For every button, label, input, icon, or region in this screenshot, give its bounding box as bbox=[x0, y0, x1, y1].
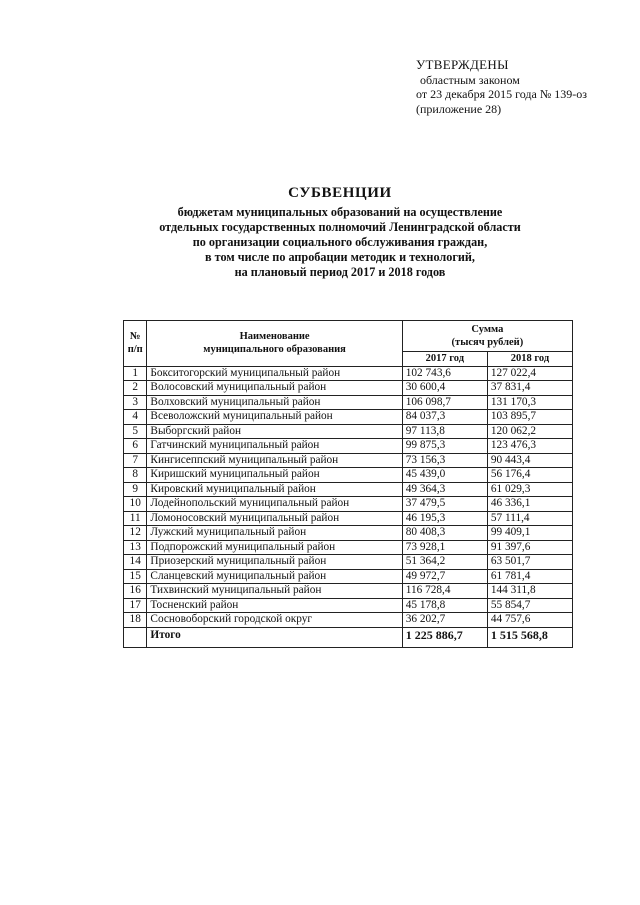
approval-appendix: (приложение 28) bbox=[416, 101, 502, 116]
header-name-line1: Наименование bbox=[239, 330, 310, 342]
amount-2018: 56 176,4 bbox=[487, 468, 572, 483]
table-row bbox=[124, 555, 573, 570]
table-body bbox=[124, 366, 573, 627]
row-number: 16 bbox=[124, 584, 147, 599]
municipality-name: Сосновоборский городской округ bbox=[147, 613, 402, 628]
amount-2017: 36 202,7 bbox=[402, 613, 487, 628]
table-row bbox=[124, 468, 573, 483]
table-row bbox=[124, 381, 573, 396]
amount-2017: 37 479,5 bbox=[402, 497, 487, 512]
amount-2018: 131 170,3 bbox=[487, 395, 572, 410]
amount-2017: 106 098,7 bbox=[402, 395, 487, 410]
row-number: 18 bbox=[124, 613, 147, 628]
amount-2018: 99 409,1 bbox=[487, 526, 572, 541]
municipality-name: Ломоносовский муниципальный район bbox=[147, 511, 402, 526]
table-row bbox=[124, 613, 573, 628]
row-number: 6 bbox=[124, 439, 147, 454]
row-number: 9 bbox=[124, 482, 147, 497]
row-number: 11 bbox=[124, 511, 147, 526]
table-row bbox=[124, 482, 573, 497]
row-number: 13 bbox=[124, 540, 147, 555]
municipality-name: Всеволожский муниципальный район bbox=[147, 410, 402, 425]
approval-stamp bbox=[416, 58, 587, 116]
municipality-name: Выборгский район bbox=[147, 424, 402, 439]
table-row bbox=[124, 540, 573, 555]
amount-2017: 51 364,2 bbox=[402, 555, 487, 570]
amount-2017: 102 743,6 bbox=[402, 366, 487, 381]
amount-2017: 99 875,3 bbox=[402, 439, 487, 454]
row-number: 3 bbox=[124, 395, 147, 410]
approval-law-type: областным законом bbox=[420, 72, 520, 87]
header-sum-line2: (тысяч рублей) bbox=[451, 337, 524, 348]
amount-2018: 61 029,3 bbox=[487, 482, 572, 497]
amount-2018: 37 831,4 bbox=[487, 381, 572, 396]
table-row bbox=[124, 395, 573, 410]
municipality-name: Приозерский муниципальный район bbox=[147, 555, 402, 570]
amount-2018: 55 854,7 bbox=[487, 598, 572, 613]
total-row bbox=[124, 627, 573, 647]
municipality-name: Тихвинский муниципальный район bbox=[147, 584, 402, 599]
row-number: 1 bbox=[124, 366, 147, 381]
title-main: СУБВЕНЦИИ bbox=[288, 185, 392, 201]
amount-2017: 84 037,3 bbox=[402, 410, 487, 425]
amount-2018: 127 022,4 bbox=[487, 366, 572, 381]
title-line: в том числе по апробации методик и технологий, bbox=[205, 250, 475, 264]
table-row bbox=[124, 497, 573, 512]
row-number: 10 bbox=[124, 497, 147, 512]
amount-2017: 49 972,7 bbox=[402, 569, 487, 584]
amount-2017: 30 600,4 bbox=[402, 381, 487, 396]
amount-2018: 46 336,1 bbox=[487, 497, 572, 512]
table-row bbox=[124, 410, 573, 425]
municipality-name: Кировский муниципальный район bbox=[147, 482, 402, 497]
municipality-name: Сланцевский муниципальный район bbox=[147, 569, 402, 584]
amount-2017: 45 178,8 bbox=[402, 598, 487, 613]
table-row bbox=[124, 584, 573, 599]
municipality-name: Кингисеппский муниципальный район bbox=[147, 453, 402, 468]
amount-2018: 44 757,6 bbox=[487, 613, 572, 628]
header-number bbox=[124, 321, 147, 367]
municipality-name: Тосненский район bbox=[147, 598, 402, 613]
title-line: по организации социального обслуживания граждан, bbox=[192, 235, 488, 249]
total-label: Итого bbox=[147, 627, 402, 647]
header-sum-line1: Сумма bbox=[471, 323, 504, 335]
table-row bbox=[124, 453, 573, 468]
amount-2017: 45 439,0 bbox=[402, 468, 487, 483]
title-line: отдельных государственных полномочий Ленинградской области bbox=[159, 220, 521, 234]
table-row bbox=[124, 598, 573, 613]
total-number-cell bbox=[124, 627, 147, 647]
amount-2018: 120 062,2 bbox=[487, 424, 572, 439]
municipality-name: Волховский муниципальный район bbox=[147, 395, 402, 410]
header-year-2017: 2017 год bbox=[402, 352, 487, 367]
municipality-name: Волосовский муниципальный район bbox=[147, 381, 402, 396]
municipality-name: Лужский муниципальный район bbox=[147, 526, 402, 541]
amount-2018: 90 443,4 bbox=[487, 453, 572, 468]
table-row bbox=[124, 511, 573, 526]
row-number: 5 bbox=[124, 424, 147, 439]
header-number-abbr: п/п bbox=[127, 344, 143, 356]
table-row bbox=[124, 366, 573, 381]
row-number: 7 bbox=[124, 453, 147, 468]
amount-2018: 91 397,6 bbox=[487, 540, 572, 555]
amount-2017: 116 728,4 bbox=[402, 584, 487, 599]
municipality-name: Подпорожский муниципальный район bbox=[147, 540, 402, 555]
amount-2018: 103 895,7 bbox=[487, 410, 572, 425]
amount-2017: 80 408,3 bbox=[402, 526, 487, 541]
row-number: 12 bbox=[124, 526, 147, 541]
amount-2017: 46 195,3 bbox=[402, 511, 487, 526]
amount-2018: 61 781,4 bbox=[487, 569, 572, 584]
header-year-2018: 2018 год bbox=[487, 352, 572, 367]
table-row bbox=[124, 569, 573, 584]
amount-2017: 73 156,3 bbox=[402, 453, 487, 468]
amount-2017: 49 364,3 bbox=[402, 482, 487, 497]
row-number: 14 bbox=[124, 555, 147, 570]
total-2018: 1 515 568,8 bbox=[487, 627, 572, 647]
row-number: 17 bbox=[124, 598, 147, 613]
total-2017: 1 225 886,7 bbox=[402, 627, 487, 647]
title-line: бюджетам муниципальных образований на осуществление bbox=[177, 205, 503, 219]
table-row bbox=[124, 439, 573, 454]
municipality-name: Гатчинский муниципальный район bbox=[147, 439, 402, 454]
header-name-line2: муниципального образования bbox=[203, 344, 346, 356]
approval-law-date: от 23 декабря 2015 года № 139-оз bbox=[416, 87, 588, 101]
approval-heading: УТВЕРЖДЕНЫ bbox=[416, 57, 509, 72]
amount-2018: 123 476,3 bbox=[487, 439, 572, 454]
amount-2018: 63 501,7 bbox=[487, 555, 572, 570]
header-name bbox=[147, 321, 402, 367]
table-header bbox=[124, 321, 573, 367]
municipality-name: Бокситогорский муниципальный район bbox=[147, 366, 402, 381]
row-number: 4 bbox=[124, 410, 147, 425]
amount-2018: 57 111,4 bbox=[487, 511, 572, 526]
subventions-table bbox=[123, 320, 573, 648]
title-line: на плановый период 2017 и 2018 годов bbox=[234, 265, 446, 279]
table-row bbox=[124, 526, 573, 541]
row-number: 15 bbox=[124, 569, 147, 584]
amount-2017: 73 928,1 bbox=[402, 540, 487, 555]
document-title bbox=[90, 186, 590, 280]
municipality-name: Киришский муниципальный район bbox=[147, 468, 402, 483]
municipality-name: Лодейнопольский муниципальный район bbox=[147, 497, 402, 512]
table-row bbox=[124, 424, 573, 439]
amount-2017: 97 113,8 bbox=[402, 424, 487, 439]
row-number: 8 bbox=[124, 468, 147, 483]
header-number-sign: № bbox=[129, 330, 141, 342]
amount-2018: 144 311,8 bbox=[487, 584, 572, 599]
header-sum bbox=[402, 321, 572, 352]
row-number: 2 bbox=[124, 381, 147, 396]
